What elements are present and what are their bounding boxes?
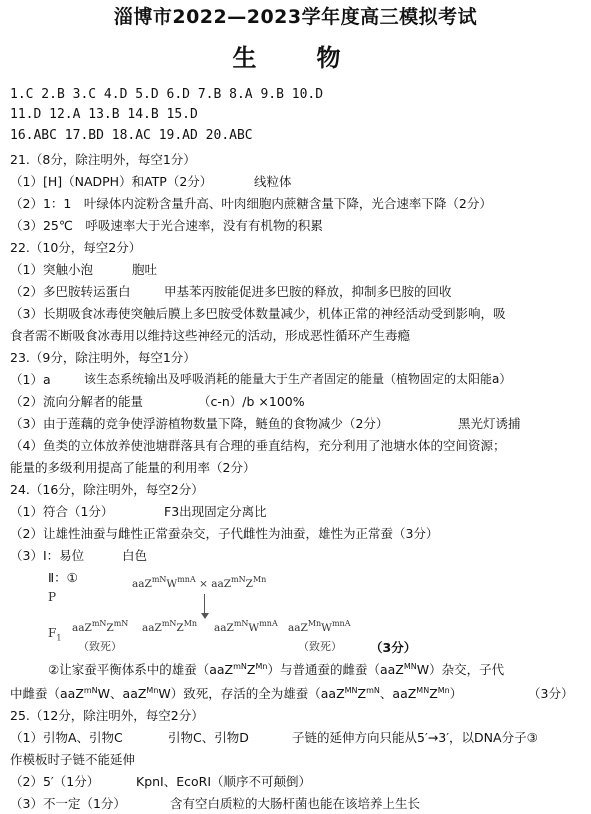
q22-heading: 22.（10分，每空2分） (10, 240, 142, 255)
q22-part1-label: （1）突触小泡 (10, 262, 93, 277)
q24-part3-i-answer: 白色 (122, 548, 148, 563)
q23-part4-line2: 能量的多级利用提高了能量的利用率（2分） (10, 460, 256, 475)
cross-p-female: $aaZ^{mN}W^{mnA}$ (132, 575, 196, 590)
q23-part3-label: （3）由于莲藕的竞争使浮游植物数量下降，鲢鱼的食物减少（2分） (10, 416, 389, 431)
q24-part1-answer: F3出现固定分离比 (164, 504, 267, 519)
q25-part3-label: （3）不一定（1分） (10, 796, 126, 811)
cross-times-sign: × (195, 578, 212, 590)
answers-row-2: 11.D 12.A 13.B 14.B 15.D (10, 107, 198, 122)
q22-part2-answer: 甲基苯丙胺能促进多巴胺的释放，抑制多巴胺的回收 (164, 284, 452, 299)
cross-score: （3分） (370, 640, 417, 655)
q23-part4-line1: （4）鱼类的立体放养使池塘群落具有合理的垂直结构，充分利用了池塘水体的空间资源； (10, 438, 506, 453)
q23-part2-label: （2）流向分解者的能量 (10, 394, 143, 409)
q22-part2-label: （2）多巴胺转运蛋白 (10, 284, 131, 299)
q24-part2: （2）让雄性油蚕与雌性正常蚕杂交，子代雌性为油蚕，雄性为正常蚕（3分） (10, 526, 439, 541)
cross-f1-genotype-4: $aaZ^{Mn}W^{mnA}$ (288, 619, 351, 634)
q21-part1-answer: 线粒体 (254, 174, 292, 189)
cross-p-genotypes (132, 575, 267, 591)
cross-f1-genotype-1: $aaZ^{mN}Z^{mN}$ (72, 619, 129, 634)
q24-part1-label: （1）符合（1分） (10, 504, 114, 519)
subject-title: 生 物 (232, 44, 359, 72)
q25-part1-c: 子链的延伸方向只能从5′→3′，以DNA分子③ (292, 730, 538, 745)
q24-part3-2-line2: 中雌蚕（aaZ$^{mN}$W、aaZ$^{Mn}$W）致死，存活的全为雄蚕（$aaZ^{MN}Z^{mN}$、$aaZ^{MN}Z^{Mn}$） (10, 686, 463, 701)
cross-lethal-label-2: （致死） (298, 640, 342, 653)
q25-part2-label: （2）5′（1分） (10, 774, 100, 789)
q25-heading: 25.（12分，除注明外，每空2分） (10, 708, 204, 723)
q23-part3-answer: 黑光灯诱捕 (458, 416, 521, 431)
q23-heading: 23.（9分，除注明外，每空1分） (10, 350, 196, 365)
q25-part2-answer: KpnⅠ、EcoRⅠ（顺序不可颠倒） (136, 774, 312, 789)
q24-part3-2-score: （3分） (528, 686, 574, 701)
q22-part1-answer: 胞吐 (132, 262, 158, 277)
cross-p-male: $aaZ^{mN}Z^{Mn}$ (211, 575, 267, 590)
q21-part1-label: （1）[H]（NADPH）和ATP（2分） (10, 174, 213, 189)
q25-part3-answer: 含有空白质粒的大肠杆菌也能在该培养上生长 (170, 796, 421, 811)
q24-part3-ii-label: Ⅱ：① (48, 570, 78, 585)
q24-heading: 24.（16分，除注明外，每空2分） (10, 482, 204, 497)
cross-f1-label: $F_1$ (48, 626, 62, 643)
cross-f1-genotype-3: $aaZ^{mN}W^{mnA}$ (214, 619, 278, 634)
cross-lethal-label-1: （致死） (78, 640, 122, 653)
q25-part1-a: （1）引物A、引物C (10, 730, 123, 745)
q22-part3-line2: 食者需不断吸食冰毒用以维持这些神经元的活动，形成恶性循环产生毒瘾 (10, 328, 411, 343)
q21-part2: （2）1：1 叶绿体内淀粉含量升高、叶肉细胞内蔗糖含量下降，光合速率下降（2分） (10, 196, 492, 211)
q23-part1-label: （1）a (10, 372, 51, 387)
q22-part3-line1: （3）长期吸食冰毒使突触后膜上多巴胺受体数量减少，机体正常的神经活动受到影响，吸 (10, 306, 506, 321)
answers-row-3: 16.ABC 17.BD 18.AC 19.AD 20.ABC (10, 128, 253, 143)
q24-part3-2-line1: ②让家蚕平衡体系中的雄蚕$(aaZ^{mN}Z^{Mn})$与普通蚕的雌蚕（aaZ$^{MN}$W）杂交，子代 (48, 662, 505, 677)
q25-part1-b: 引物C、引物D (168, 730, 249, 745)
page-title: 淄博市2022—2023学年度高三模拟考试 (113, 6, 478, 28)
answers-row-1: 1.C 2.B 3.C 4.D 5.D 6.D 7.B 8.A 9.B 10.D (10, 87, 324, 102)
cross-f1-genotype-2: $aaZ^{mN}Z^{Mn}$ (142, 619, 198, 634)
q21-part3: （3）25℃ 呼吸速率大于光合速率，没有有机物的积累 (10, 218, 323, 233)
q23-part1-answer: 该生态系统输出及呼吸消耗的能量大于生产者固定的能量（植物固定的太阳能a） (84, 372, 512, 386)
cross-p-label: P (48, 590, 57, 604)
q24-part3-i-label: （3）Ⅰ：易位 (10, 548, 85, 563)
q23-part2-answer: （c-n）/b ×100% (198, 394, 305, 409)
q21-heading: 21.（8分，除注明外，每空1分） (10, 152, 196, 167)
q25-part1-line2: 作模板时子链不能延伸 (10, 752, 136, 767)
